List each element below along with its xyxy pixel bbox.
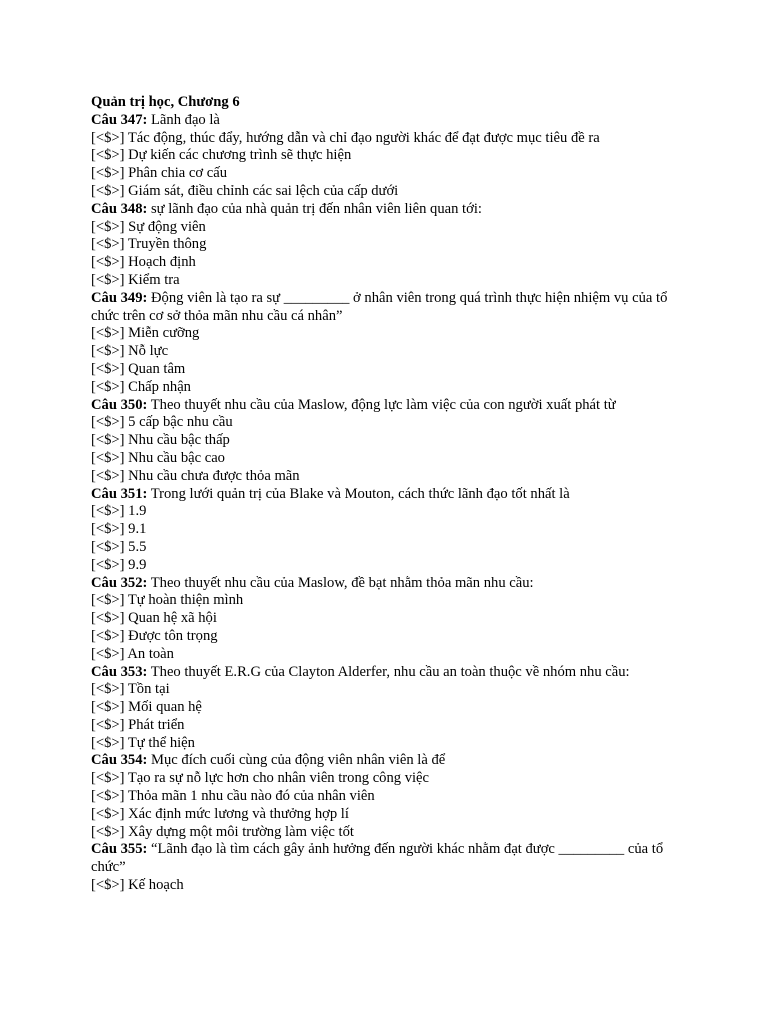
option-text: 9.9 — [128, 556, 147, 573]
answer-option — [91, 219, 681, 237]
question-text: Trong lưới quản trị của Blake và Mouton, cách thức lãnh đạo tốt nhất là — [147, 485, 570, 502]
option-marker: [<$>] — [91, 823, 125, 840]
answer-option — [91, 770, 681, 788]
question-number: Câu 353: — [91, 663, 148, 680]
option-marker: [<$>] — [91, 716, 125, 733]
question-stem — [91, 290, 681, 326]
answer-option — [91, 557, 681, 575]
option-text: 9.1 — [128, 521, 147, 538]
question-stem — [91, 752, 681, 770]
option-marker: [<$>] — [91, 681, 125, 698]
question-number: Câu 349: — [91, 289, 148, 306]
answer-option — [91, 343, 681, 361]
option-text: Chấp nhận — [128, 378, 191, 395]
option-marker: [<$>] — [91, 467, 125, 484]
option-text: 1.9 — [128, 503, 147, 520]
question-block — [91, 752, 681, 841]
option-marker: [<$>] — [91, 254, 125, 271]
option-text: Miễn cưỡng — [128, 325, 200, 342]
option-text: Xác định mức lương và thưởng hợp lí — [128, 805, 349, 822]
answer-option — [91, 432, 681, 450]
option-text: Phân chia cơ cấu — [128, 165, 228, 182]
answer-option — [91, 717, 681, 735]
option-marker: [<$>] — [91, 360, 125, 377]
question-number: Câu 351: — [91, 485, 148, 502]
option-text: Được tôn trọng — [128, 627, 218, 644]
option-marker: [<$>] — [91, 805, 125, 822]
question-number: Câu 347: — [91, 111, 148, 128]
option-text: Nhu cầu chưa được thỏa mãn — [128, 467, 300, 484]
question-number: Câu 354: — [91, 752, 148, 769]
question-block — [91, 112, 681, 201]
answer-option — [91, 646, 681, 664]
answer-option — [91, 165, 681, 183]
option-text: Mối quan hệ — [128, 699, 202, 716]
question-stem — [91, 664, 681, 682]
option-marker: [<$>] — [91, 449, 125, 466]
question-text: Theo thuyết nhu cầu của Maslow, đề bạt nhằm thỏa mãn nhu cầu: — [147, 574, 534, 591]
option-text: Truyền thông — [127, 236, 207, 253]
option-text: Giám sát, điều chỉnh các sai lệch của cấp dưới — [128, 182, 399, 199]
option-marker: [<$>] — [91, 788, 125, 805]
option-marker: [<$>] — [91, 378, 125, 395]
answer-option — [91, 806, 681, 824]
option-text: Kiểm tra — [128, 271, 180, 288]
answer-option — [91, 521, 681, 539]
option-text: Nhu cầu bậc thấp — [128, 432, 230, 449]
option-marker: [<$>] — [91, 503, 125, 520]
option-text: Nhu cầu bậc cao — [128, 449, 225, 466]
answer-option — [91, 539, 681, 557]
option-text: Dự kiến các chương trình sẽ thực hiện — [128, 147, 352, 164]
option-marker: [<$>] — [91, 610, 125, 627]
option-text: Xây dựng một môi trường làm việc tốt — [128, 823, 354, 840]
question-number: Câu 350: — [91, 396, 148, 413]
document-title: Quản trị học, Chương 6 — [91, 94, 240, 110]
answer-option — [91, 824, 681, 842]
option-marker: [<$>] — [91, 538, 125, 555]
answer-option — [91, 628, 681, 646]
option-marker: [<$>] — [91, 556, 125, 573]
option-marker: [<$>] — [91, 147, 125, 164]
option-text: Tạo ra sự nỗ lực hơn cho nhân viên trong công việc — [127, 770, 430, 787]
question-block — [91, 575, 681, 664]
option-marker: [<$>] — [91, 218, 125, 235]
question-block — [91, 486, 681, 575]
question-text: Động viên là tạo ra sự _________ ở nhân viên trong quá trình thực hiện nhiệm vụ của tổ chức trên cơ sở thỏa mãn nhu cầu cá nhân” — [91, 289, 668, 324]
option-marker: [<$>] — [91, 432, 125, 449]
answer-option — [91, 254, 681, 272]
answer-option — [91, 147, 681, 165]
option-marker: [<$>] — [91, 414, 125, 431]
question-block — [91, 201, 681, 290]
question-stem — [91, 841, 681, 877]
option-marker: [<$>] — [91, 877, 125, 894]
question-number: Câu 352: — [91, 574, 148, 591]
answer-option — [91, 788, 681, 806]
question-stem — [91, 397, 681, 415]
option-marker: [<$>] — [91, 165, 125, 182]
question-text: Mục đích cuối cùng của động viên nhân viên là để — [147, 752, 446, 769]
answer-option — [91, 503, 681, 521]
option-text: Hoạch định — [128, 254, 196, 271]
answer-option — [91, 699, 681, 717]
answer-option — [91, 379, 681, 397]
question-block — [91, 290, 681, 397]
option-marker: [<$>] — [91, 271, 125, 288]
answer-option — [91, 468, 681, 486]
question-stem — [91, 201, 681, 219]
answer-option — [91, 325, 681, 343]
answer-option — [91, 610, 681, 628]
option-text: Tự hoàn thiện mình — [127, 592, 244, 609]
answer-option — [91, 450, 681, 468]
answer-option — [91, 681, 681, 699]
question-stem — [91, 486, 681, 504]
option-marker: [<$>] — [91, 129, 125, 146]
option-marker: [<$>] — [91, 645, 125, 662]
question-text: Theo thuyết E.R.G của Clayton Alderfer, nhu cầu an toàn thuộc về nhóm nhu cầu: — [147, 663, 630, 680]
question-number: Câu 348: — [91, 200, 148, 217]
option-text: Tự thể hiện — [127, 734, 195, 751]
option-marker: [<$>] — [91, 521, 125, 538]
option-marker: [<$>] — [91, 325, 125, 342]
question-text: “Lãnh đạo là tìm cách gây ảnh hưởng đến người khác nhằm đạt được _________ của tổ chức” — [91, 841, 664, 876]
option-text: Nỗ lực — [128, 343, 169, 360]
option-marker: [<$>] — [91, 592, 125, 609]
option-text: Quan hệ xã hội — [128, 610, 217, 627]
option-text: 5 cấp bậc nhu cầu — [128, 414, 233, 431]
answer-option — [91, 130, 681, 148]
option-text: Tồn tại — [127, 681, 170, 698]
option-marker: [<$>] — [91, 182, 125, 199]
document-page — [91, 94, 681, 895]
question-number: Câu 355: — [91, 841, 148, 858]
answer-option — [91, 735, 681, 753]
option-marker: [<$>] — [91, 770, 125, 787]
question-text: Theo thuyết nhu cầu của Maslow, động lực làm việc của con người xuất phát từ — [147, 396, 616, 413]
answer-option — [91, 272, 681, 290]
option-text: An toàn — [127, 645, 174, 662]
question-block — [91, 397, 681, 486]
question-text: sự lãnh đạo của nhà quản trị đến nhân viên liên quan tới: — [147, 200, 482, 217]
answer-option — [91, 183, 681, 201]
question-text: Lãnh đạo là — [147, 111, 220, 128]
option-text: Tác động, thúc đẩy, hướng dẫn và chỉ đạo người khác để đạt được mục tiêu đề ra — [127, 129, 600, 146]
question-stem — [91, 575, 681, 593]
answer-option — [91, 361, 681, 379]
answer-option — [91, 236, 681, 254]
option-text: Quan tâm — [128, 360, 186, 377]
option-marker: [<$>] — [91, 699, 125, 716]
option-text: Thỏa mãn 1 nhu cầu nào đó của nhân viên — [127, 788, 375, 805]
option-text: 5.5 — [128, 538, 147, 555]
option-marker: [<$>] — [91, 236, 125, 253]
option-text: Sự động viên — [128, 218, 206, 235]
question-stem — [91, 112, 681, 130]
option-marker: [<$>] — [91, 343, 125, 360]
answer-option — [91, 877, 681, 895]
option-text: Kế hoạch — [128, 877, 184, 894]
question-block — [91, 841, 681, 894]
answer-option — [91, 592, 681, 610]
option-marker: [<$>] — [91, 734, 125, 751]
answer-option — [91, 414, 681, 432]
option-text: Phát triển — [128, 716, 185, 733]
option-marker: [<$>] — [91, 627, 125, 644]
question-list — [91, 112, 681, 895]
question-block — [91, 664, 681, 753]
